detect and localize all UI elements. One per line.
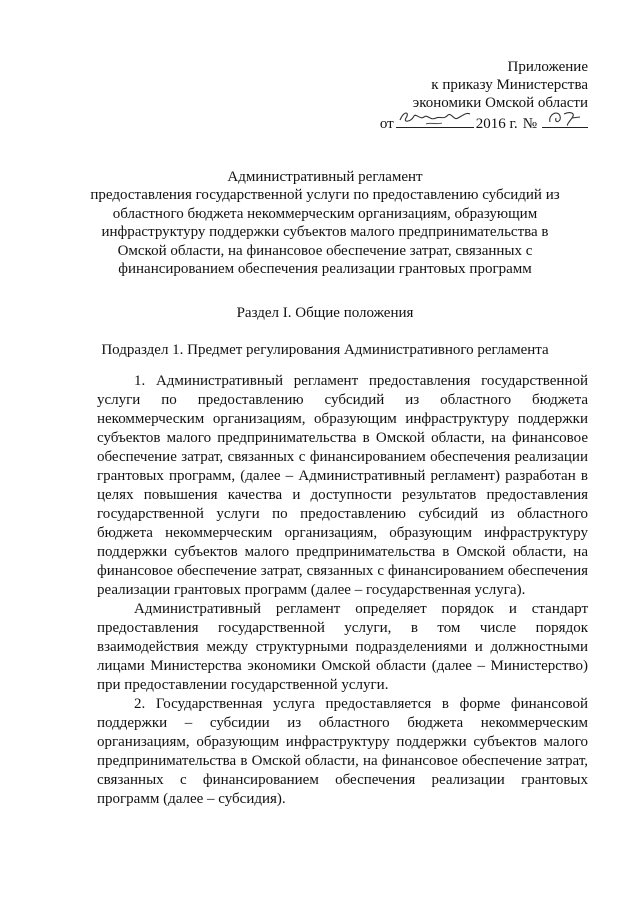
subsection-heading: Подраздел 1. Предмет регулирования Административного регламента xyxy=(101,342,549,358)
order-reference: к приказу Министерства xyxy=(431,77,588,93)
title-line-1: Административный регламент xyxy=(227,169,423,185)
title-line-6: финансированием обеспечения реализации грантовых программ xyxy=(118,261,532,278)
title-line-5: Омской области, на финансовое обеспечение затрат, связанных с xyxy=(117,242,533,259)
section-heading: Раздел I. Общие положения xyxy=(236,305,414,321)
handwritten-date xyxy=(396,112,474,128)
order-date-line xyxy=(380,112,588,133)
order-year: 2016 г. xyxy=(475,116,518,132)
appendix-label: Приложение xyxy=(507,59,588,75)
handwritten-number xyxy=(542,112,588,128)
document-title xyxy=(60,168,590,278)
title-line-4: инфраструктуру поддержки субъектов малого предпринимательства в xyxy=(101,224,549,241)
title-line-3: областного бюджета некоммерческим организациям, образующим xyxy=(112,205,538,222)
paragraph-2: Административный регламент определяет порядок и стандарт предоставления государственной услуги, в том числе порядок взаимодействия между структурными подразделениями и должностными лицами Министерства экономики Омской области (далее – Министерство) при предоставлении государственной услуги. xyxy=(97,601,588,693)
date-prefix: от xyxy=(379,116,394,132)
body-text xyxy=(97,372,588,809)
appendix-header xyxy=(380,58,588,133)
number-prefix: № xyxy=(522,116,537,132)
ministry-name: экономики Омской области xyxy=(412,95,588,111)
paragraph-1: 1. Административный регламент предоставления государственной услуги по предоставлению субсидий из областного бюджета некоммерческим организациям, образующим инфраструктуру поддержки субъектов малого предпринимательства в Омской области, на финансовое обеспечение затрат, связанных с финансированием обеспечения реализации грантовых программ, (далее – Административный регламент) разработан в целях повышения качества и доступности результатов предоставления государственной услуги по предоставлению субсидий из областного бюджета некоммерческим организациям, образующим инфраструктуру поддержки субъектов малого предпринимательства в Омской области, на финансовое обеспечение затрат, связанных с финансированием обеспечения реализации грантовых программ (далее – государственная услуга). xyxy=(97,373,588,598)
title-line-2: предоставления государственной услуги по предоставлению субсидий из xyxy=(90,187,560,204)
paragraph-3: 2. Государственная услуга предоставляется в форме финансовой поддержки – субсидии из областного бюджета некоммерческим организациям, образующим инфраструктуру поддержки субъектов малого предпринимательства в Омской области, на финансовое обеспечение затрат, связанных с финансированием обеспечения реализации грантовых программ (далее – субсидия). xyxy=(97,696,588,807)
